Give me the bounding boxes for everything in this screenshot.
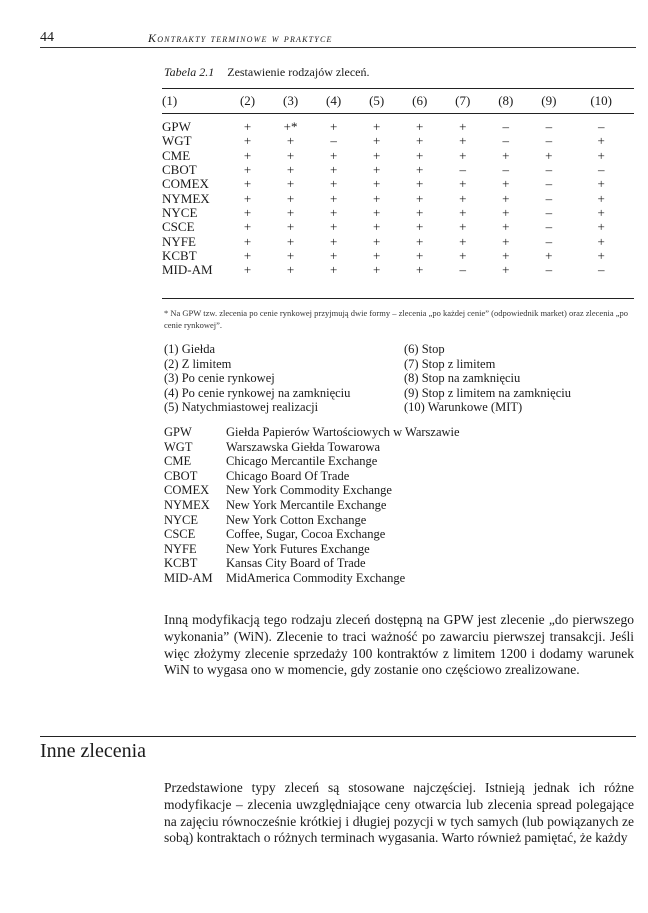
abbreviation-row bbox=[164, 542, 634, 557]
paragraph-other-orders: Przedstawione typy zleceń są stosowane najczęściej. Istnieją jednak ich różne modyfikacje – zlecenia uwzględniające ceny otwarcia lub zlecenia spread polegające na zajęciu równocześnie krótkiej i długiej pozycji w tych samych (lub powiązanych ze sobą) kontraktach o różnych terminach wygasania. Warto również pamiętać, że każdy bbox=[164, 780, 634, 846]
table-row bbox=[162, 163, 632, 177]
order-availability-cell: + bbox=[597, 190, 605, 206]
order-availability-cell: + bbox=[416, 190, 424, 206]
order-availability-cell: + bbox=[502, 247, 510, 263]
abbreviation-code: GPW bbox=[164, 425, 192, 439]
legend-item: (1) Giełda bbox=[164, 342, 216, 356]
order-availability-cell: – bbox=[502, 119, 510, 135]
abbreviation-name: Coffee, Sugar, Cocoa Exchange bbox=[226, 527, 386, 542]
order-availability-cell: +* bbox=[283, 119, 298, 135]
abbreviation-row bbox=[164, 571, 634, 586]
order-availability-cell: + bbox=[416, 247, 424, 263]
legend-item: (8) Stop na zamknięciu bbox=[404, 371, 521, 386]
column-header: (3) bbox=[282, 93, 299, 108]
order-availability-cell: + bbox=[502, 204, 510, 220]
abbreviation-name: Giełda Papierów Wartościowych w Warszawie bbox=[226, 425, 460, 439]
order-availability-cell: + bbox=[416, 162, 424, 178]
column-header: (4) bbox=[326, 93, 342, 108]
exchange-cell: KCBT bbox=[162, 247, 197, 263]
abbreviation-code: CSCE bbox=[164, 527, 196, 542]
order-availability-cell: + bbox=[286, 204, 295, 220]
header-rule bbox=[40, 47, 636, 48]
abbreviation-name: New York Cotton Exchange bbox=[226, 512, 367, 527]
order-availability-cell: + bbox=[459, 147, 467, 163]
order-availability-cell: + bbox=[372, 190, 381, 206]
order-availability-cell: + bbox=[286, 233, 295, 249]
order-availability-cell: – bbox=[545, 176, 553, 192]
abbreviation-code: CBOT bbox=[164, 468, 198, 483]
order-availability-cell: + bbox=[416, 147, 424, 163]
order-availability-cell: + bbox=[243, 262, 252, 278]
order-availability-cell: + bbox=[372, 176, 381, 192]
abbreviation-code: KCBT bbox=[164, 556, 198, 571]
legend-left-column bbox=[164, 342, 350, 415]
abbreviation-name: Kansas City Board of Trade bbox=[226, 556, 366, 571]
section-title: Inne zlecenia bbox=[40, 740, 147, 762]
exchange-cell: MID-AM bbox=[162, 262, 213, 278]
legend-item: (6) Stop bbox=[404, 342, 445, 356]
order-availability-cell: + bbox=[416, 176, 424, 192]
exchange-cell: WGT bbox=[162, 133, 192, 149]
legend-item: (4) Po cenie rynkowej na zamknięciu bbox=[164, 385, 351, 400]
order-availability-cell: + bbox=[597, 247, 605, 263]
abbreviation-row bbox=[164, 498, 634, 513]
order-availability-cell: + bbox=[459, 233, 467, 249]
column-header: (2) bbox=[239, 93, 256, 108]
order-availability-cell: + bbox=[372, 204, 381, 220]
order-availability-cell: + bbox=[329, 204, 338, 220]
column-header: (5) bbox=[369, 93, 385, 108]
order-availability-cell: – bbox=[545, 119, 553, 135]
order-availability-cell: + bbox=[416, 233, 424, 249]
exchange-abbreviations bbox=[164, 425, 634, 586]
order-availability-cell: – bbox=[597, 119, 605, 135]
legend-item: (3) Po cenie rynkowej bbox=[164, 371, 275, 386]
paragraph-win: Inną modyfikacją tego rodzaju zleceń dostępną na GPW jest zlecenie „do pierwszego wykonania” (WiN). Zlecenie to traci ważność po zawarciu pierwszej transakcji. Jeśli więc złożymy zlecenie sprzedaży 100 kontraktów z limitem 1200 i dodamy warunek WiN to wygasa ono w momencie, gdy zostanie ono częściowo zrealizowane. bbox=[164, 612, 634, 678]
abbreviation-row bbox=[164, 556, 634, 571]
order-availability-cell: + bbox=[329, 247, 338, 263]
abbreviation-row bbox=[164, 527, 634, 542]
abbreviation-name: Chicago Mercantile Exchange bbox=[226, 454, 378, 469]
order-availability-cell: + bbox=[372, 119, 381, 135]
table-row bbox=[162, 177, 632, 191]
order-availability-cell: + bbox=[329, 190, 338, 206]
column-header: (6) bbox=[412, 93, 428, 108]
order-availability-cell: + bbox=[416, 204, 424, 220]
order-availability-cell: + bbox=[243, 176, 252, 192]
order-availability-cell: – bbox=[502, 162, 510, 178]
abbreviation-code: MID-AM bbox=[164, 570, 213, 585]
table-row bbox=[162, 134, 632, 148]
order-availability-cell: + bbox=[459, 176, 467, 192]
page-number: 44 bbox=[40, 30, 54, 45]
table-row bbox=[162, 263, 632, 277]
abbreviation-name: Chicago Board Of Trade bbox=[226, 468, 350, 483]
order-availability-cell: + bbox=[459, 219, 467, 235]
table-caption-label: Tabela 2.1 bbox=[164, 65, 215, 79]
order-availability-cell: + bbox=[286, 219, 295, 235]
order-availability-cell: – bbox=[545, 190, 553, 206]
table-body bbox=[162, 112, 632, 277]
order-availability-cell: + bbox=[459, 247, 467, 263]
order-availability-cell: + bbox=[372, 133, 381, 149]
order-availability-cell: + bbox=[459, 119, 467, 135]
order-availability-cell: – bbox=[597, 162, 605, 178]
abbreviation-row bbox=[164, 440, 634, 455]
abbreviation-row bbox=[164, 513, 634, 528]
order-availability-cell: + bbox=[597, 219, 605, 235]
order-availability-cell: + bbox=[597, 147, 605, 163]
abbreviation-code: CME bbox=[164, 454, 192, 469]
legend-item: (7) Stop z limitem bbox=[404, 356, 496, 371]
order-availability-cell: – bbox=[545, 204, 553, 220]
order-availability-cell: + bbox=[597, 233, 605, 249]
order-availability-cell: + bbox=[329, 233, 338, 249]
order-availability-cell: + bbox=[243, 204, 252, 220]
order-availability-cell: – bbox=[459, 162, 466, 178]
order-availability-cell: + bbox=[329, 147, 338, 163]
table-header-row bbox=[162, 90, 632, 112]
abbreviation-code: COMEX bbox=[164, 483, 210, 498]
order-availability-cell: + bbox=[372, 219, 381, 235]
table-row bbox=[162, 149, 632, 163]
order-availability-cell: – bbox=[545, 162, 553, 178]
section-rule bbox=[40, 736, 636, 737]
table-top-rule bbox=[162, 88, 634, 89]
order-availability-cell: + bbox=[286, 247, 295, 263]
order-availability-cell: + bbox=[243, 162, 252, 178]
order-availability-cell: + bbox=[459, 190, 467, 206]
abbreviation-name: New York Futures Exchange bbox=[226, 541, 370, 556]
order-availability-cell: + bbox=[459, 204, 467, 220]
abbreviation-row bbox=[164, 425, 634, 440]
order-availability-cell: + bbox=[372, 233, 381, 249]
abbreviation-name: Warszawska Giełda Towarowa bbox=[226, 439, 381, 454]
order-availability-cell: + bbox=[459, 133, 467, 149]
order-availability-cell: + bbox=[243, 133, 252, 149]
order-availability-cell: + bbox=[286, 133, 295, 149]
column-header: (10) bbox=[590, 93, 613, 108]
order-availability-cell: + bbox=[286, 190, 295, 206]
order-availability-cell: + bbox=[329, 262, 338, 278]
table-row bbox=[162, 234, 632, 248]
order-availability-cell: + bbox=[416, 219, 424, 235]
column-header: (8) bbox=[498, 93, 514, 108]
table-footnote: * Na GPW tzw. zlecenia po cenie rynkowej przyjmują dwie formy – zlecenia „po każdej cenie” (odpowiednik market) oraz zlecenia „po cenie rynkowej”. bbox=[164, 308, 628, 330]
legend-right-column bbox=[404, 342, 571, 415]
order-availability-cell: + bbox=[243, 190, 252, 206]
abbreviation-row bbox=[164, 469, 634, 484]
order-availability-cell: + bbox=[597, 133, 605, 149]
table-caption bbox=[164, 65, 370, 80]
table-bottom-rule bbox=[162, 298, 634, 299]
table-row bbox=[162, 206, 632, 220]
order-availability-cell: + bbox=[286, 262, 295, 278]
order-availability-cell: + bbox=[416, 133, 424, 149]
exchange-cell: CBOT bbox=[162, 162, 197, 178]
abbreviation-name: New York Commodity Exchange bbox=[226, 483, 392, 498]
exchange-cell: NYCE bbox=[162, 204, 198, 220]
exchange-cell: CME bbox=[162, 147, 191, 163]
order-availability-cell: + bbox=[329, 176, 338, 192]
order-availability-cell: + bbox=[502, 190, 510, 206]
order-availability-cell: + bbox=[286, 176, 295, 192]
table-row bbox=[162, 112, 632, 134]
abbreviation-row bbox=[164, 454, 634, 469]
legend-item: (9) Stop z limitem na zamknięciu bbox=[404, 385, 571, 400]
exchange-cell: GPW bbox=[162, 119, 191, 135]
order-availability-cell: + bbox=[243, 147, 252, 163]
legend-item: (5) Natychmiastowej realizacji bbox=[164, 400, 319, 415]
order-availability-cell: + bbox=[545, 147, 553, 163]
table-row bbox=[162, 249, 632, 263]
order-availability-cell: + bbox=[243, 233, 252, 249]
order-availability-cell: + bbox=[372, 262, 381, 278]
order-availability-cell: + bbox=[329, 119, 338, 135]
order-availability-cell: + bbox=[416, 119, 424, 135]
column-header: (9) bbox=[541, 93, 557, 108]
order-availability-cell: + bbox=[372, 247, 381, 263]
order-availability-cell: – bbox=[545, 233, 553, 249]
abbreviation-name: MidAmerica Commodity Exchange bbox=[226, 570, 406, 585]
order-availability-cell: + bbox=[545, 247, 553, 263]
order-availability-cell: – bbox=[545, 133, 553, 149]
abbreviation-code: NYCE bbox=[164, 512, 199, 527]
exchange-cell: NYFE bbox=[162, 233, 196, 249]
order-availability-cell: + bbox=[502, 176, 510, 192]
abbreviation-name: New York Mercantile Exchange bbox=[226, 497, 387, 512]
order-availability-cell: + bbox=[372, 162, 381, 178]
order-availability-cell: + bbox=[502, 262, 510, 278]
order-availability-cell: – bbox=[330, 133, 337, 149]
order-availability-cell: + bbox=[286, 147, 295, 163]
order-availability-cell: + bbox=[243, 247, 252, 263]
legend-item: (2) Z limitem bbox=[164, 356, 232, 371]
order-availability-cell: + bbox=[597, 204, 605, 220]
order-availability-cell: – bbox=[545, 219, 553, 235]
abbreviation-row bbox=[164, 483, 634, 498]
table-caption-text: Zestawienie rodzajów zleceń. bbox=[227, 65, 370, 79]
order-availability-cell: – bbox=[597, 262, 605, 278]
order-availability-cell: – bbox=[459, 262, 466, 278]
order-availability-cell: + bbox=[502, 219, 510, 235]
order-availability-cell: + bbox=[329, 219, 338, 235]
table-row bbox=[162, 191, 632, 205]
order-availability-cell: + bbox=[502, 233, 510, 249]
order-availability-cell: + bbox=[243, 119, 252, 135]
abbreviation-code: NYMEX bbox=[164, 497, 210, 512]
order-availability-cell: + bbox=[243, 219, 252, 235]
abbreviation-code: WGT bbox=[164, 439, 193, 454]
legend-item: (10) Warunkowe (MIT) bbox=[404, 400, 523, 415]
order-availability-cell: – bbox=[545, 262, 553, 278]
order-availability-cell: + bbox=[502, 147, 510, 163]
column-header: (7) bbox=[455, 93, 471, 108]
order-availability-cell: + bbox=[416, 262, 424, 278]
order-availability-cell: + bbox=[597, 176, 605, 192]
order-types-table bbox=[162, 90, 632, 277]
order-availability-cell: + bbox=[372, 147, 381, 163]
exchange-cell: COMEX bbox=[162, 176, 209, 192]
column-header: (1) bbox=[162, 93, 178, 108]
order-availability-cell: – bbox=[502, 133, 510, 149]
abbreviation-code: NYFE bbox=[164, 541, 197, 556]
table-row bbox=[162, 220, 632, 234]
order-availability-cell: + bbox=[329, 162, 338, 178]
exchange-cell: NYMEX bbox=[162, 190, 210, 206]
exchange-cell: CSCE bbox=[162, 219, 195, 235]
order-availability-cell: + bbox=[286, 162, 295, 178]
running-title: Kontrakty terminowe w praktyce bbox=[148, 31, 333, 45]
